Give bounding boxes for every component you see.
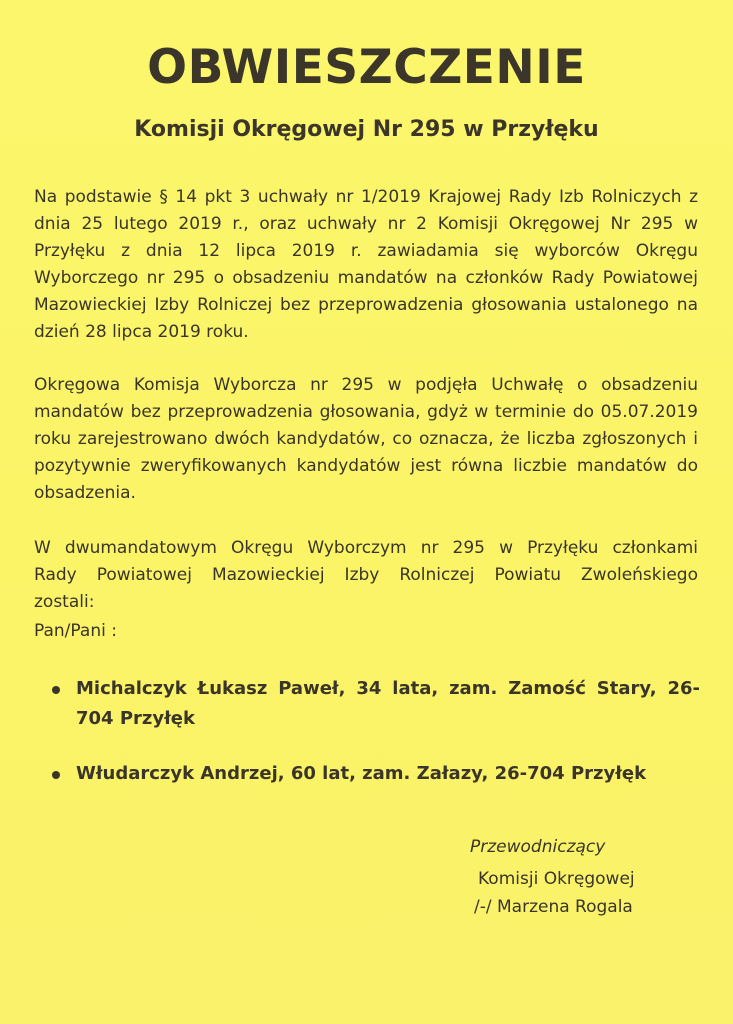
signature-role: Przewodniczący: [470, 837, 606, 857]
signature-body: Komisji Okręgowej: [478, 869, 635, 889]
members-intro-line-1: W dwumandatowym Okręgu Wyborczym nr 295 w Przyłęku członkami: [34, 538, 698, 558]
paragraph-members-intro: [34, 535, 698, 616]
signature-name: /-/ Marzena Rogala: [474, 897, 633, 917]
member-entry: Włudarczyk Andrzej, 60 lat, zam. Załazy, 26-704 Przyłęk: [76, 763, 647, 784]
paragraph-legal-basis: Na podstawie § 14 pkt 3 uchwały nr 1/2019 Krajowej Rady Izb Rolniczych z dnia 25 lutego 2019 r., oraz uchwały nr 2 Komisji Okręgowej Nr 295 w Przyłęku z dnia 12 lipca 2019 r. zawiadamia się wyborców Okręgu Wyborczego nr 295 o obsadzeniu mandatów na członków Rady Powiatowej Mazowieckiej Izby Rolniczej bez przeprowadzenia głosowania ustalonego na dzień 28 lipca 2019 roku.: [34, 187, 698, 342]
members-intro-line-2: Rady Powiatowej Mazowieckiej Izby Rolniczej Powiatu Zwoleńskiego: [34, 565, 698, 585]
page-title: OBWIESZCZENIE: [147, 40, 586, 95]
bullet-icon: [52, 771, 60, 779]
list-item: [52, 759, 700, 789]
page-subtitle: Komisji Okręgowej Nr 295 w Przyłęku: [134, 117, 599, 142]
paragraph-resolution: Okręgowa Komisja Wyborcza nr 295 w podjęła Uchwałę o obsadzeniu mandatów bez przeprowadzenia głosowania, gdyż w terminie do 05.07.2019 roku zarejestrowano dwóch kandydatów, co oznacza, że liczba zgłoszonych i pozytywnie zweryfikowanych kandydatów jest równa liczbie mandatów do obsadzenia.: [34, 375, 698, 503]
bullet-icon: [52, 686, 60, 694]
list-item: [52, 674, 700, 734]
salutation: Pan/Pani :: [34, 621, 117, 641]
members-intro-line-3: zostali:: [34, 592, 95, 612]
member-entry: Michalczyk Łukasz Paweł, 34 lata, zam. Zamość Stary, 26-704 Przyłęk: [76, 678, 700, 729]
member-list: [52, 674, 700, 734]
member-list-second: [52, 759, 700, 789]
